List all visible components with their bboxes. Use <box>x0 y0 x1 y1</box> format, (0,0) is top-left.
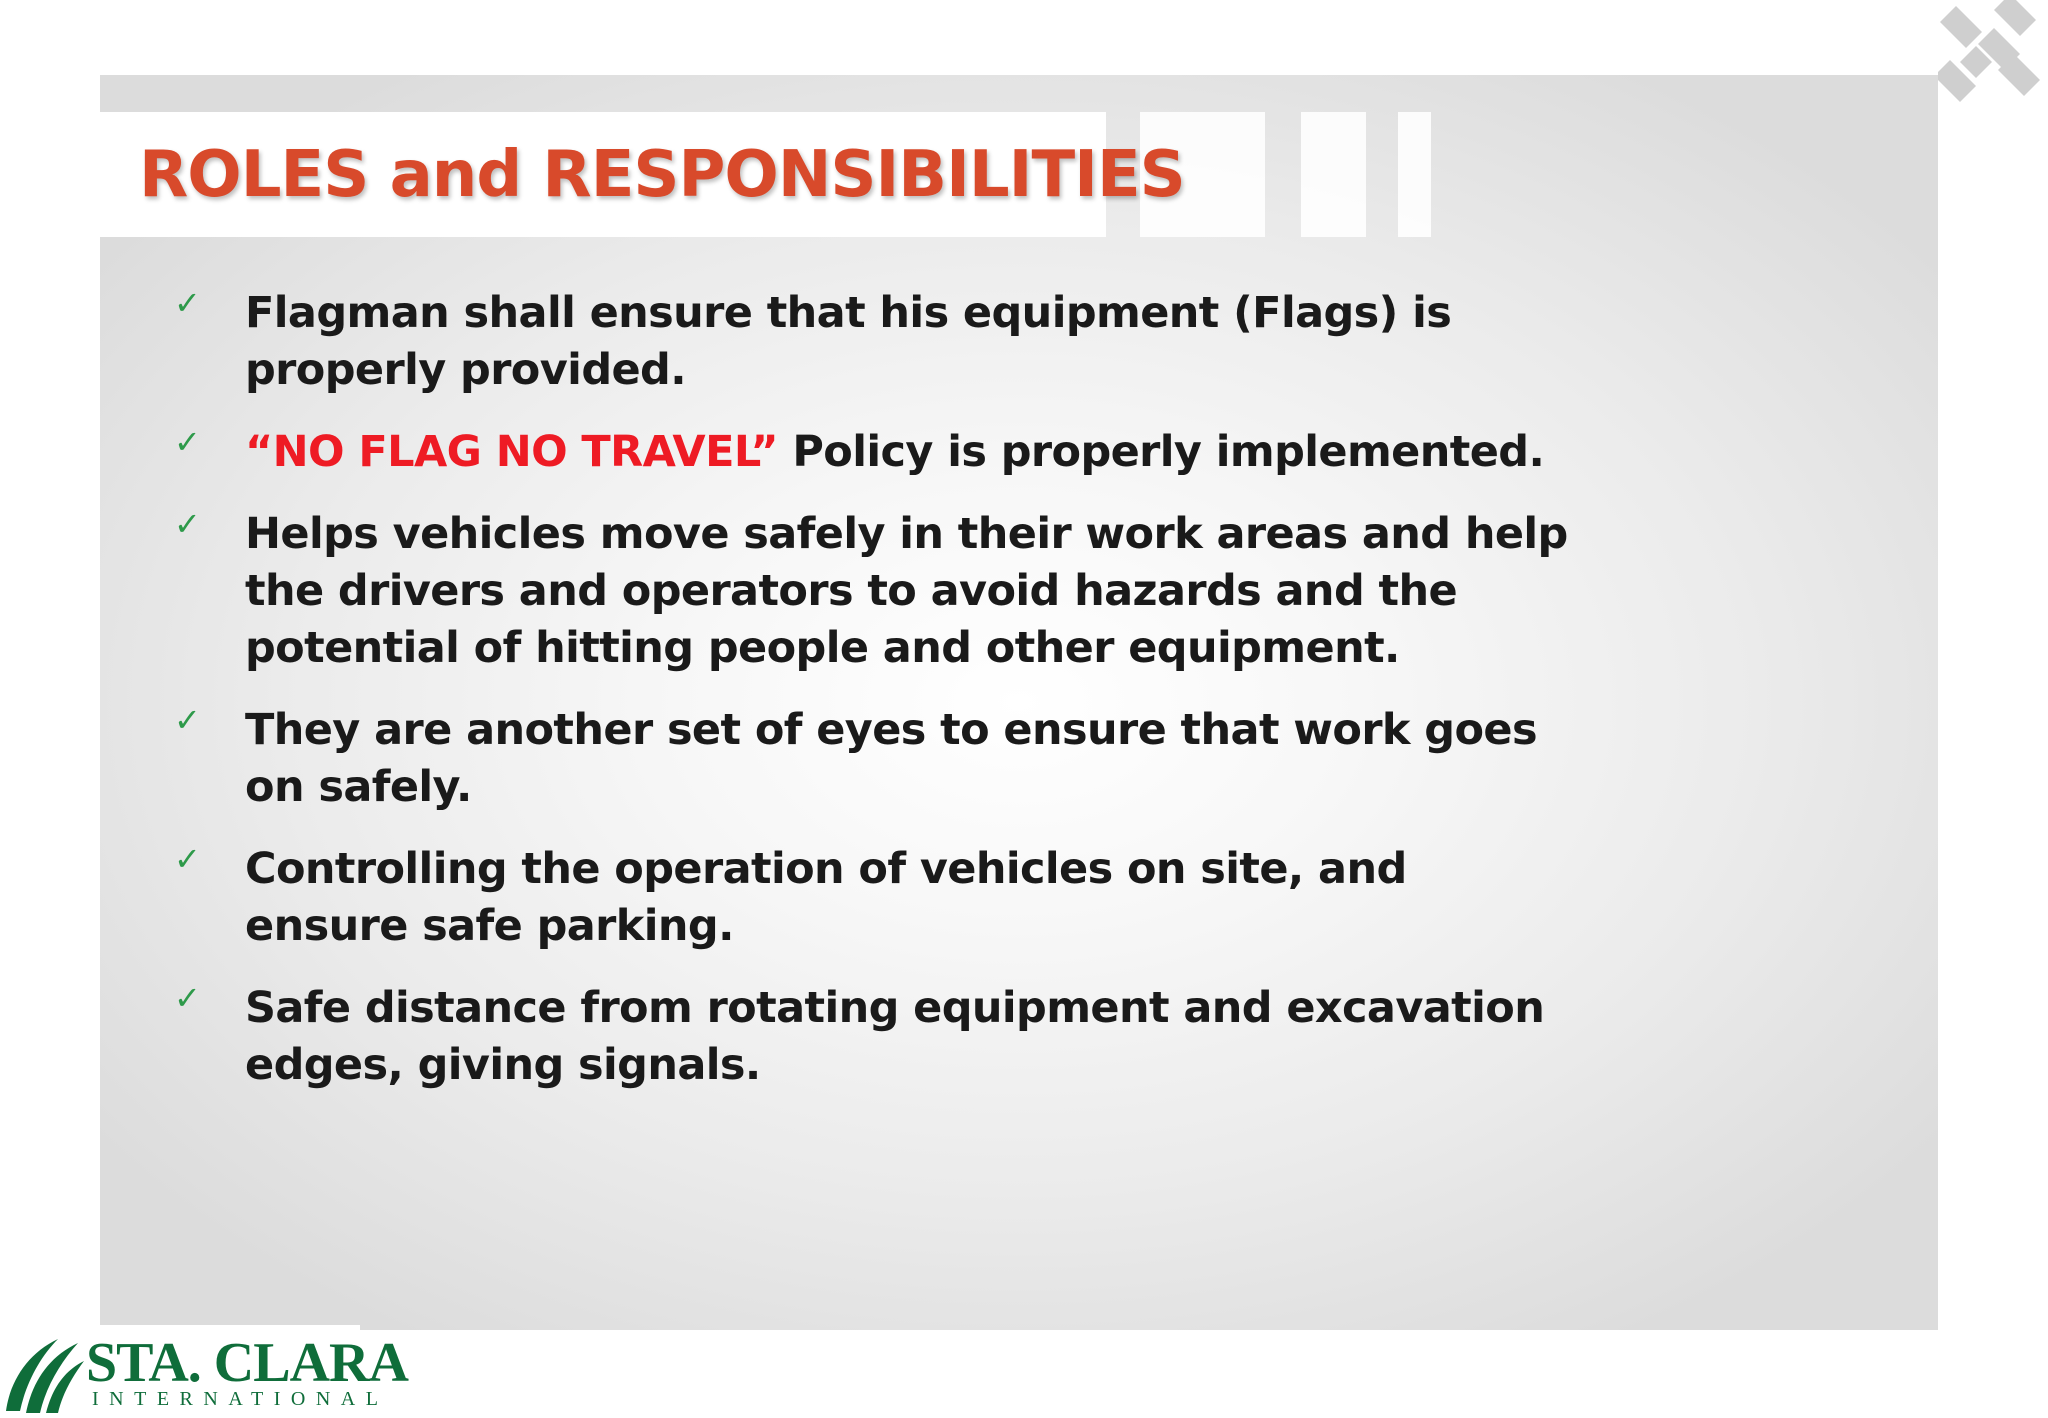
bullet-list <box>170 285 1570 1119</box>
list-item <box>170 841 1570 955</box>
list-item <box>170 506 1570 677</box>
bullet-text <box>245 983 1544 1090</box>
bullet-text <box>245 705 1537 812</box>
checkmark-icon: ✓ <box>174 701 201 739</box>
bullet-body: Helps vehicles move safely in their work areas and help the drivers and operators to avoid hazards and the potential of hitting people and other equipment. <box>245 509 1568 673</box>
checkmark-icon: ✓ <box>174 505 201 543</box>
checkmark-icon: ✓ <box>174 840 201 878</box>
bullet-text <box>245 509 1568 673</box>
bullet-body: Flagman shall ensure that his equipment (Flags) is properly provided. <box>245 288 1452 395</box>
bullet-body: Safe distance from rotating equipment and excavation edges, giving signals. <box>245 983 1545 1090</box>
checkmark-icon: ✓ <box>174 979 201 1017</box>
logo-subtitle: INTERNATIONAL <box>92 1388 389 1410</box>
bullet-body: Controlling the operation of vehicles on site, and ensure safe parking. <box>245 844 1407 951</box>
bullet-text <box>245 288 1451 395</box>
bullet-text <box>245 427 1544 477</box>
logo-name: STA. CLARA <box>86 1332 408 1394</box>
list-item <box>170 424 1570 481</box>
decorative-block <box>1398 112 1431 237</box>
leaf-swoosh-icon <box>0 1331 86 1415</box>
checkmark-icon: ✓ <box>174 423 201 461</box>
list-item <box>170 285 1570 399</box>
list-item <box>170 702 1570 816</box>
decorative-block <box>1301 112 1366 237</box>
list-item <box>170 980 1570 1094</box>
bullet-highlight: “NO FLAG NO TRAVEL” <box>245 427 779 477</box>
bullet-body: They are another set of eyes to ensure that work goes on safely. <box>245 705 1537 812</box>
bullet-text <box>245 844 1407 951</box>
bullet-body: Policy is properly implemented. <box>778 427 1545 477</box>
slide-title: ROLES and RESPONSIBILITIES <box>139 138 1185 212</box>
company-logo <box>0 1325 408 1418</box>
crossed-arrows-icon <box>1938 0 2048 112</box>
checkmark-icon: ✓ <box>174 284 201 322</box>
